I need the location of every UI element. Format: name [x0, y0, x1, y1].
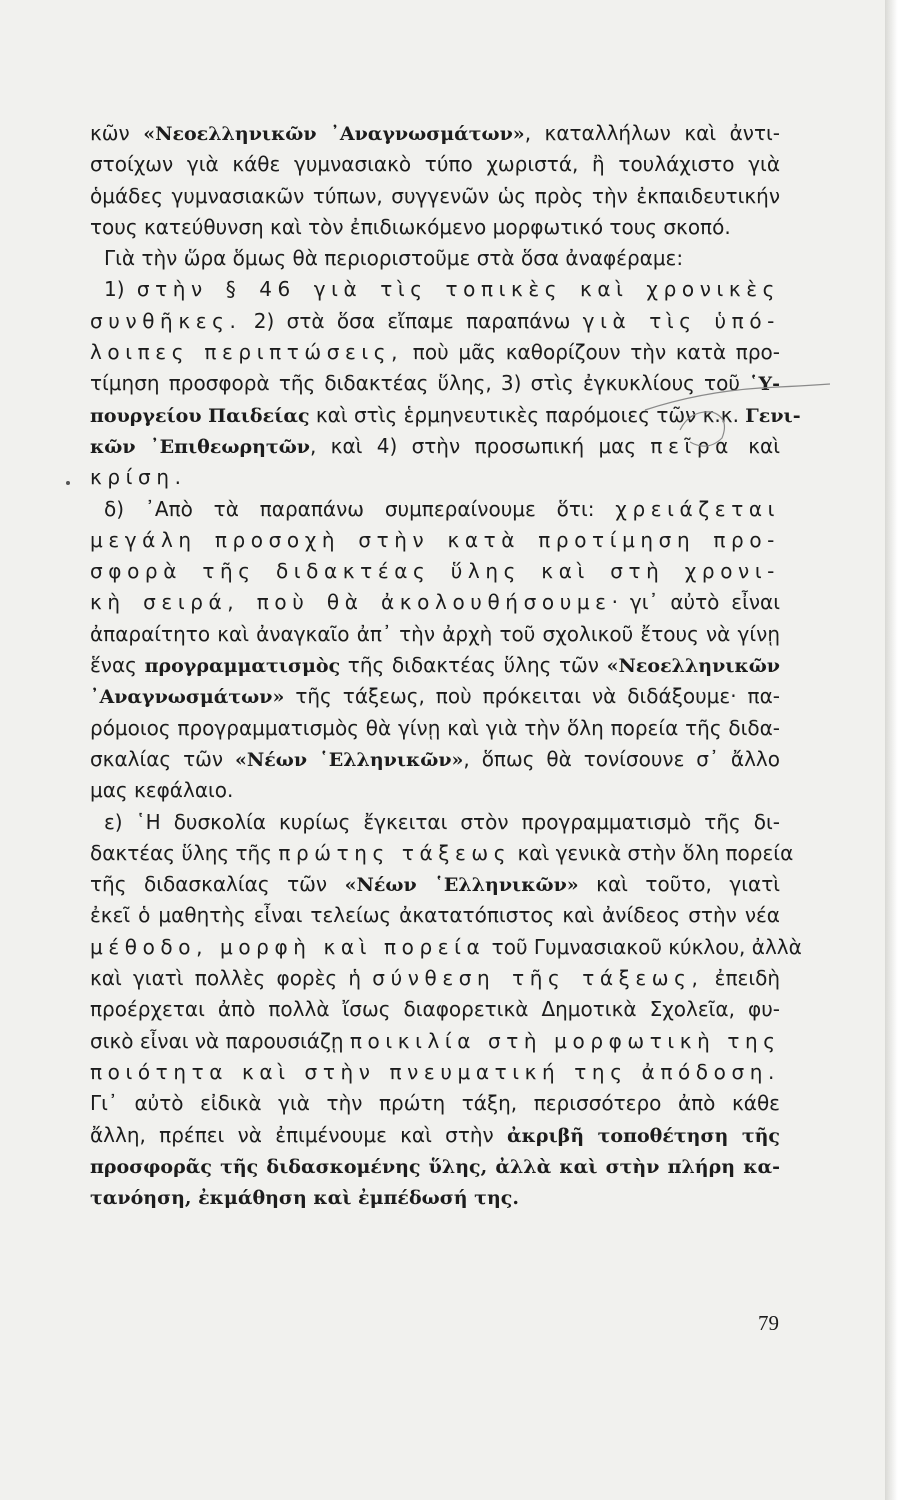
text-segment: τους κατεύθυνση καὶ τὸν ἐπιδιωκόμενο μορφωτικό τους σκοπό.	[90, 214, 731, 239]
spaced-phrase: πεῖρα	[650, 433, 734, 458]
spaced-phrase: κὴ σειρά, ποὺ θὰ ἀκολουθήσουμε	[90, 590, 612, 615]
text-segment: καὶ στὶς ἑρμηνευτικὲς παρόμοιες τῶν κ.κ.	[309, 402, 746, 427]
text-line	[90, 525, 780, 556]
spaced-phrase: συνθῆκες.	[90, 308, 242, 333]
text-segment: ἀπαραίτητο καὶ ἀναγκαῖο ἀπ᾿ τὴν ἀρχὴ τοῦ σχολικοῦ ἔτους νὰ γίνῃ	[90, 621, 780, 646]
text-segment: τῆς διδασκαλίας τῶν	[90, 872, 345, 897]
text-line	[90, 587, 780, 618]
text-segment: σκαλίας τῶν	[90, 746, 235, 771]
text-segment: Γιὰ τὴν ὥρα ὅμως θὰ περιοριστοῦμε στὰ ὅσα ἀναφέραμε:	[104, 246, 684, 271]
text-segment: δ) ᾿Απὸ τὰ παραπάνω συμπεραίνουμε ὅτι:	[104, 496, 616, 521]
text-segment: Γι᾿ αὐτὸ εἰδικὰ γιὰ τὴν πρώτη τάξη, περισσότερο ἀπὸ κάθε	[90, 1091, 780, 1116]
text-line	[90, 1026, 780, 1057]
bold-phrase: κῶν ᾿Επιθεωρητῶν	[90, 435, 310, 458]
text-segment: 2) στὰ ὅσα εἴπαμε παραπάνω	[241, 308, 583, 333]
text-line	[90, 681, 780, 712]
spaced-phrase: μέθοδο, μορφὴ καὶ πορεία	[90, 934, 486, 959]
spaced-phrase: λοιπες περιπτώσεις,	[90, 340, 404, 365]
spaced-phrase: κρίση.	[90, 465, 187, 490]
text-segment: · γι᾿ αὐτὸ εἶναι	[611, 590, 780, 615]
text-segment: , ὅπως θὰ τονίσουνε σ᾿ ἄλλο	[463, 746, 780, 771]
text-segment: ἄλλη, πρέπει νὰ ἐπιμένουμε καὶ στὴν	[90, 1122, 507, 1147]
bold-phrase: «Νεοελληνικῶν ᾿Αναγνωσμάτων»	[143, 123, 525, 145]
text-segment: δακτέας ὕλης τῆς	[90, 840, 279, 865]
text-line	[90, 963, 780, 994]
text-segment: 1)	[104, 277, 137, 302]
text-segment: κῶν	[90, 121, 144, 145]
spaced-phrase: ποιότητα καὶ στὴν πνευματική της ἀπόδοση.	[90, 1059, 780, 1084]
bold-phrase: «Νεοελληνικῶν	[606, 655, 780, 678]
text-line	[90, 869, 780, 900]
bold-phrase: προγραμματισμὸς	[144, 655, 341, 678]
bold-phrase: «Νέων ῾Ελληνικῶν»	[234, 748, 464, 771]
spaced-phrase: στὴν § 46 γιὰ τὶς τοπικὲς καὶ χρονικὲς	[136, 277, 780, 302]
spaced-phrase: σφορὰ τῆς διδακτέας ὕλης καὶ στὴ χρονι-	[90, 559, 780, 584]
text-line	[90, 932, 802, 963]
text-line	[90, 650, 780, 681]
text-line	[90, 994, 780, 1025]
text-segment: μας κεφάλαιο.	[90, 778, 234, 803]
text-segment: προέρχεται ἀπὸ πολλὰ ἴσως διαφορετικὰ Δημοτικὰ Σχολεῖα, φυ-	[90, 997, 780, 1022]
spaced-phrase: ποικιλία στὴ μορφωτικὴ της	[349, 1028, 781, 1053]
text-line	[90, 775, 780, 806]
text-segment: καὶ	[733, 433, 780, 458]
text-segment: ποὺ μᾶς καθορίζουν τὴν κατὰ προ-	[403, 340, 780, 365]
bold-phrase: ἀκριβῆ τοποθέτηση τῆς	[506, 1124, 781, 1147]
text-line	[90, 619, 780, 650]
spaced-phrase: γιὰ τὶς ὑπό-	[582, 308, 780, 333]
spaced-phrase: μεγάλη προσοχὴ στὴν κατὰ προτίμηση προ-	[90, 527, 780, 552]
text-line	[90, 556, 780, 587]
page-number: 79	[758, 1311, 779, 1335]
text-segment: καὶ γενικὰ στὴν ὅλη πορεία	[511, 840, 794, 865]
text-segment: καὶ τοῦτο, γιατὶ	[578, 872, 781, 897]
bold-phrase: πουργείου Παιδείας	[90, 404, 310, 427]
text-segment: ε) ῾Η δυσκολία κυρίως ἔγκειται στὸν προγραμματισμὸ τῆς δι-	[104, 809, 780, 834]
bold-phrase: τανόηση, ἐκμάθηση καὶ ἐμπέδωσή της.	[90, 1187, 519, 1210]
text-line	[90, 1120, 780, 1151]
text-line	[90, 900, 780, 931]
text-segment: ὁμάδες γυμνασιακῶν τύπων, συγγενῶν ὡς πρὸς τὴν ἐκπαιδευτικήν	[90, 183, 780, 208]
text-line	[90, 838, 794, 869]
spaced-phrase: σύνθεση τῆς τάξεως,	[372, 966, 704, 991]
text-line	[90, 744, 780, 775]
text-segment: ἕνας	[90, 653, 145, 678]
text-segment: τῆς διδακτέας ὕλης τῶν	[340, 653, 607, 678]
text-line	[90, 807, 780, 838]
bold-phrase: προσφορᾶς τῆς διδασκομένης ὕλης, ἀλλὰ καὶ στὴν πλήρη κα-	[90, 1155, 780, 1178]
bold-phrase: ῾Υ-	[749, 373, 780, 396]
bold-phrase: ᾿Αναγνωσμάτων»	[90, 686, 285, 709]
text-line	[90, 1182, 780, 1213]
text-segment: ἐπειδὴ	[703, 966, 781, 991]
text-line	[90, 713, 780, 744]
spaced-phrase: χρειάζεται	[615, 496, 780, 521]
text-line	[90, 1057, 780, 1088]
bold-phrase: Γενι-	[745, 404, 801, 427]
text-line	[90, 1088, 780, 1119]
spaced-phrase: πρώτης τάξεως	[278, 840, 512, 865]
text-segment: ρόμοιος προγραμματισμὸς θὰ γίνῃ καὶ γιὰ τὴν ὅλη πορεία τῆς διδα-	[90, 715, 780, 740]
bold-phrase: «Νέων ῾Ελληνικῶν»	[344, 874, 579, 897]
text-line	[90, 1151, 780, 1182]
text-segment: καὶ γιατὶ πολλὲς φορὲς ἡ	[90, 966, 373, 991]
text-segment: τοῦ Γυμνασιακοῦ κύκλου, ἀλλὰ	[485, 934, 802, 959]
text-segment: τῆς τάξεως, ποὺ πρόκειται νὰ διδάξουμε· πα-	[284, 684, 780, 709]
text-segment: ἐκεῖ ὁ μαθητὴς εἶναι τελείως ἀκατατόπιστος καὶ ἀνίδεος στὴν νέα	[90, 903, 780, 928]
text-segment: , καταλλήλων καὶ ἀντι-	[524, 121, 780, 145]
pen-annotation-mark	[0, 0, 885, 500]
text-segment: τίμηση προσφορὰ τῆς διδακτέας ὕλης, 3) στὶς ἐγκυκλίους τοῦ	[90, 371, 750, 396]
text-segment: στοίχων γιὰ κάθε γυμνασιακὸ τύπο χωριστά, ἢ τουλάχιστο γιὰ	[90, 152, 780, 177]
text-segment: σικὸ εἶναι νὰ παρουσιάζῃ	[90, 1028, 350, 1053]
page-edge	[885, 0, 903, 1500]
text-segment: , καὶ 4) στὴν προσωπική μας	[310, 433, 651, 458]
